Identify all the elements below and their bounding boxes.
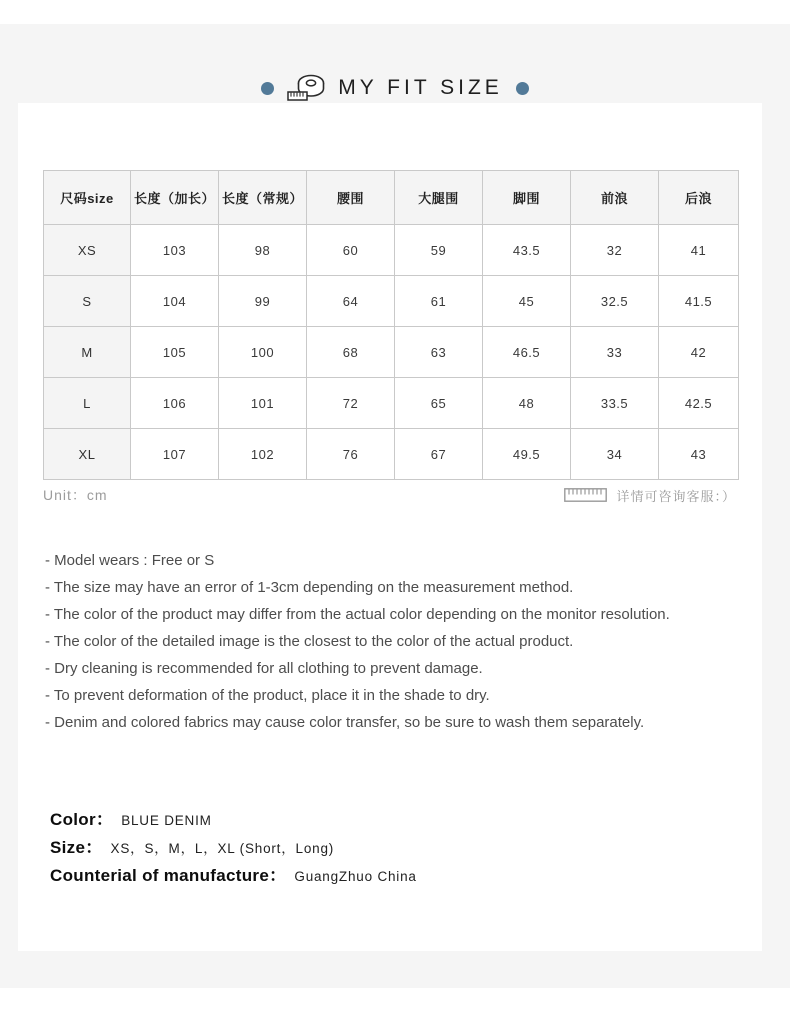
table-row-m (44, 327, 739, 378)
fit-size-header (0, 72, 790, 104)
note-line: - Denim and colored fabrics may cause color transfer, so be sure to wash them separately. (45, 714, 645, 731)
table-cell: 76 (307, 429, 395, 480)
note-line: - The size may have an error of 1-3cm depending on the measurement method. (45, 579, 574, 596)
table-cell: 99 (219, 276, 307, 327)
page-title: MY FIT SIZE (338, 76, 503, 99)
table-cell: 60 (307, 225, 395, 276)
note-line: - The color of the product may differ from the actual color depending on the monitor resolution. (45, 606, 670, 623)
table-cell: 100 (219, 327, 307, 378)
table-cell: 46.5 (483, 327, 571, 378)
column-header-leg-opening: 脚围 (483, 171, 571, 225)
table-cell: 43.5 (483, 225, 571, 276)
product-info (50, 806, 740, 890)
table-cell: 103 (131, 225, 219, 276)
size-value: XS，S，M，L，XL (Short，Long) (110, 841, 335, 856)
table-cell: 61 (395, 276, 483, 327)
note-line: - Model wears : Free or S (45, 552, 215, 569)
table-cell: 41 (659, 225, 739, 276)
column-header-length-regular: 长度（常规） (219, 171, 307, 225)
table-cell: 33.5 (571, 378, 659, 429)
table-cell: 45 (483, 276, 571, 327)
accent-dot-right (516, 82, 529, 95)
table-cell: 63 (395, 327, 483, 378)
origin-label: Counterial of manufacture： (50, 866, 287, 885)
table-cell: 43 (659, 429, 739, 480)
size-label-cell: XS (44, 225, 131, 276)
accent-dot-left (261, 82, 274, 95)
service-note-text: 详情可咨询客服：） (616, 488, 736, 504)
column-header-back-rise: 后浪 (659, 171, 739, 225)
color-label: Color： (50, 810, 114, 829)
color-line (50, 806, 740, 834)
origin-value: GuangZhuo China (294, 869, 417, 884)
column-header-size: 尺码size (44, 171, 131, 225)
table-cell: 64 (307, 276, 395, 327)
table-cell: 41.5 (659, 276, 739, 327)
table-cell: 101 (219, 378, 307, 429)
size-chart-table (43, 170, 739, 480)
table-cell: 42.5 (659, 378, 739, 429)
table-cell: 105 (131, 327, 219, 378)
size-label-cell: L (44, 378, 131, 429)
table-cell: 32 (571, 225, 659, 276)
measuring-tape-icon (287, 73, 325, 103)
table-cell: 67 (395, 429, 483, 480)
size-label-cell: M (44, 327, 131, 378)
table-cell: 42 (659, 327, 739, 378)
size-label: Size： (50, 838, 103, 857)
service-note (564, 486, 736, 505)
table-cell: 34 (571, 429, 659, 480)
origin-line (50, 862, 740, 890)
column-header-length-extended: 长度（加长） (131, 171, 219, 225)
table-cell: 32.5 (571, 276, 659, 327)
table-cell: 65 (395, 378, 483, 429)
column-header-thigh: 大腿围 (395, 171, 483, 225)
note-line: - To prevent deformation of the product, place it in the shade to dry. (45, 687, 490, 704)
content-card (18, 103, 762, 951)
table-cell: 49.5 (483, 429, 571, 480)
unit-label: Unit：cm (43, 487, 108, 503)
size-label-cell: S (44, 276, 131, 327)
table-header-row (44, 171, 739, 225)
table-cell: 104 (131, 276, 219, 327)
ruler-icon (564, 488, 607, 502)
table-cell: 48 (483, 378, 571, 429)
table-cell: 106 (131, 378, 219, 429)
note-line: - Dry cleaning is recommended for all clothing to prevent damage. (45, 660, 483, 677)
size-label-cell: XL (44, 429, 131, 480)
table-cell: 102 (219, 429, 307, 480)
table-cell: 72 (307, 378, 395, 429)
table-cell: 107 (131, 429, 219, 480)
size-line (50, 834, 740, 862)
column-header-front-rise: 前浪 (571, 171, 659, 225)
table-cell: 98 (219, 225, 307, 276)
table-row-l (44, 378, 739, 429)
table-row-s (44, 276, 739, 327)
care-notes (45, 547, 745, 736)
table-cell: 33 (571, 327, 659, 378)
table-row-xl (44, 429, 739, 480)
table-cell: 68 (307, 327, 395, 378)
color-value: BLUE DENIM (121, 813, 212, 828)
table-row-xs (44, 225, 739, 276)
unit-row (43, 484, 736, 506)
note-line: - The color of the detailed image is the closest to the color of the actual product. (45, 633, 574, 650)
table-cell: 59 (395, 225, 483, 276)
column-header-waist: 腰围 (307, 171, 395, 225)
